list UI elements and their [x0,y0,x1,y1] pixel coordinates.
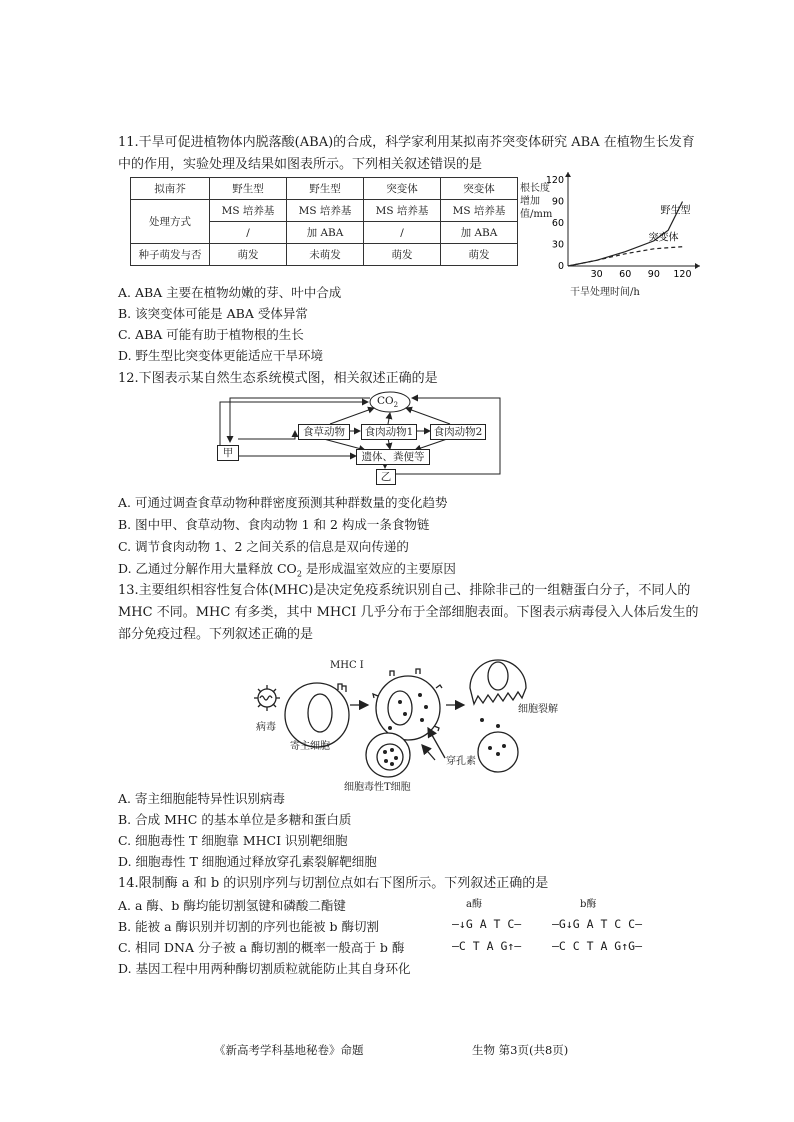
table-cell: 未萌发 [287,244,364,266]
x-tick-label: 90 [647,269,660,280]
y-tick-label: 30 [551,239,564,251]
table-cell: 加 ABA [441,222,518,244]
chart-xlabel: 干旱处理时间/h [570,287,640,298]
co2-label [377,395,398,409]
y-axis-arrow [565,172,571,177]
q13-option-c: C. 细胞毒性 T 细胞靠 MHCI 识别靶细胞 [118,833,348,848]
enzyme-a-sequence [452,913,521,957]
box-remains: 遗体、粪便等 [356,449,430,465]
y-tick-label: 90 [551,196,564,208]
table-cell: 野生型 [210,178,287,200]
q13-stem-line3: 部分免疫过程。下列叙述正确的是 [118,627,314,642]
table-cell: 拟南芥 [131,178,210,200]
series-label: 野生型 [660,205,691,217]
virus-icon [254,685,280,711]
q13-stem-line2: MHC 不同。MHC 有多类，其中 MHCI 几乎分布于全部细胞表面。下图表示病毒侵入人体后发生的 [118,605,699,620]
perforin-label: 穿孔素 [446,756,476,767]
table-cell: 处理方式 [131,200,210,244]
q12-option-d-post: 是形成温室效应的主要原因 [301,561,456,576]
enzyme-b-label: b酶 [580,899,597,910]
q12-option-b: B. 图中甲、食草动物、食肉动物 1 和 2 构成一条食物链 [118,517,430,532]
table-cell: 萌发 [364,244,441,266]
q13-option-b: B. 合成 MHC 的基本单位是多糖和蛋白质 [118,812,352,827]
footer-page-number: 生物 第3页(共8页) [472,1043,569,1057]
q11-experiment-table [130,177,518,266]
x-tick-label: 60 [619,269,632,280]
q12-option-d-pre: D. 乙通过分解作用大量释放 CO [118,561,297,576]
table-cell: MS 培养基 [364,200,441,222]
y-tick-label: 60 [551,218,564,229]
q13-option-a: A. 寄主细胞能特异性识别病毒 [118,791,285,806]
box-herbivore: 食草动物 [298,424,350,440]
q14-option-b: B. 能被 a 酶识别并切割的序列也能被 b 酶切割 [118,919,379,934]
enzyme-b-top-strand: —G↓G A T C C— [552,917,643,931]
q11-option-b: B. 该突变体可能是 ABA 受体异常 [118,306,308,321]
mhc-label: MHC Ⅰ [330,660,364,671]
y-tick-label: 0 [557,261,564,272]
table-cell: 突变体 [364,178,441,200]
q13-option-d: D. 细胞毒性 T 细胞通过释放穿孔素裂解靶细胞 [118,854,377,869]
q11-stem-line2: 中的作用，实验处理及结果如图表所示。下列相关叙述错误的是 [118,157,483,172]
table-cell: 萌发 [210,244,287,266]
q14-option-d: D. 基因工程中用两种酶切割质粒就能防止其自身环化 [118,961,411,976]
enzyme-a-bottom-strand: —C T A G↑— [452,939,522,953]
q13-stem-line1: 13.主要组织相容性复合体(MHC)是决定免疫系统识别自己、排除非己的一组糖蛋白分子，不同人的 [118,583,691,598]
box-carnivore-1: 食肉动物1 [361,424,417,440]
footer-source: 《新高考学科基地秘卷》命题 [214,1043,364,1057]
co2-subscript: 2 [393,401,399,410]
enzyme-b-sequence [552,913,642,957]
enzyme-a-label: a酶 [466,899,482,910]
table-cell: 加 ABA [287,222,364,244]
y-tick-label: 120 [546,175,564,186]
chart-ylabel: 根长度增加值/mm [520,183,553,220]
table-cell: 萌发 [441,244,518,266]
table-cell: / [364,222,441,244]
co2-text: CO [377,395,394,407]
q12-option-d-sub: 2 [296,569,302,579]
lysis-label: 细胞裂解 [518,704,558,715]
q12-stem: 12.下图表示某自然生态系统模式图，相关叙述正确的是 [118,371,438,386]
series-label: 突变体 [648,232,679,244]
table-cell: MS 培养基 [441,200,518,222]
enzyme-b-bottom-strand: —C C T A G↑G— [552,939,643,953]
tcell-label: 细胞毒性T细胞 [344,782,411,793]
q11-option-c: C. ABA 可能有助于植物根的生长 [118,327,304,342]
table-cell: / [210,222,287,244]
box-carnivore-2: 食肉动物2 [430,424,486,440]
q11-option-d: D. 野生型比突变体更能适应干旱环境 [118,348,324,363]
box-jia: 甲 [217,445,239,461]
q14-option-c: C. 相同 DNA 分子被 a 酶切割的概率一般高于 b 酶 [118,940,405,955]
table-cell: 突变体 [441,178,518,200]
x-tick-label: 120 [673,269,692,280]
q11-line-chart [546,170,706,282]
enzyme-a-top-strand: —↓G A T C— [452,917,522,931]
q14-stem: 14.限制酶 a 和 b 的识别序列与切割位点如右下图所示。下列叙述正确的是 [118,876,549,891]
q12-option-a: A. 可通过调查食草动物种群密度预测其种群数量的变化趋势 [118,495,448,510]
series-line [568,247,683,266]
x-axis-arrow [695,263,700,269]
table-cell: MS 培养基 [287,200,364,222]
virus-label: 病毒 [256,722,276,733]
q14-option-a: A. a 酶、b 酶均能切割氢键和磷酸二酯键 [118,898,346,913]
table-cell: 种子萌发与否 [131,244,210,266]
box-yi: 乙 [376,469,396,485]
table-cell: MS 培养基 [210,200,287,222]
table-cell: 野生型 [287,178,364,200]
q13-immune-diagram [240,640,580,790]
q11-stem-line1: 11.干旱可促进植物体内脱落酸(ABA)的合成，科学家利用某拟南芥突变体研究 ABA 在植物生长发育 [118,135,695,150]
q11-option-a: A. ABA 主要在植物幼嫩的芽、叶中合成 [118,285,342,300]
host-cell-label: 寄主细胞 [290,741,330,752]
q12-option-c: C. 调节食肉动物 1、2 之间关系的信息是双向传递的 [118,539,409,554]
x-tick-label: 30 [590,269,603,280]
